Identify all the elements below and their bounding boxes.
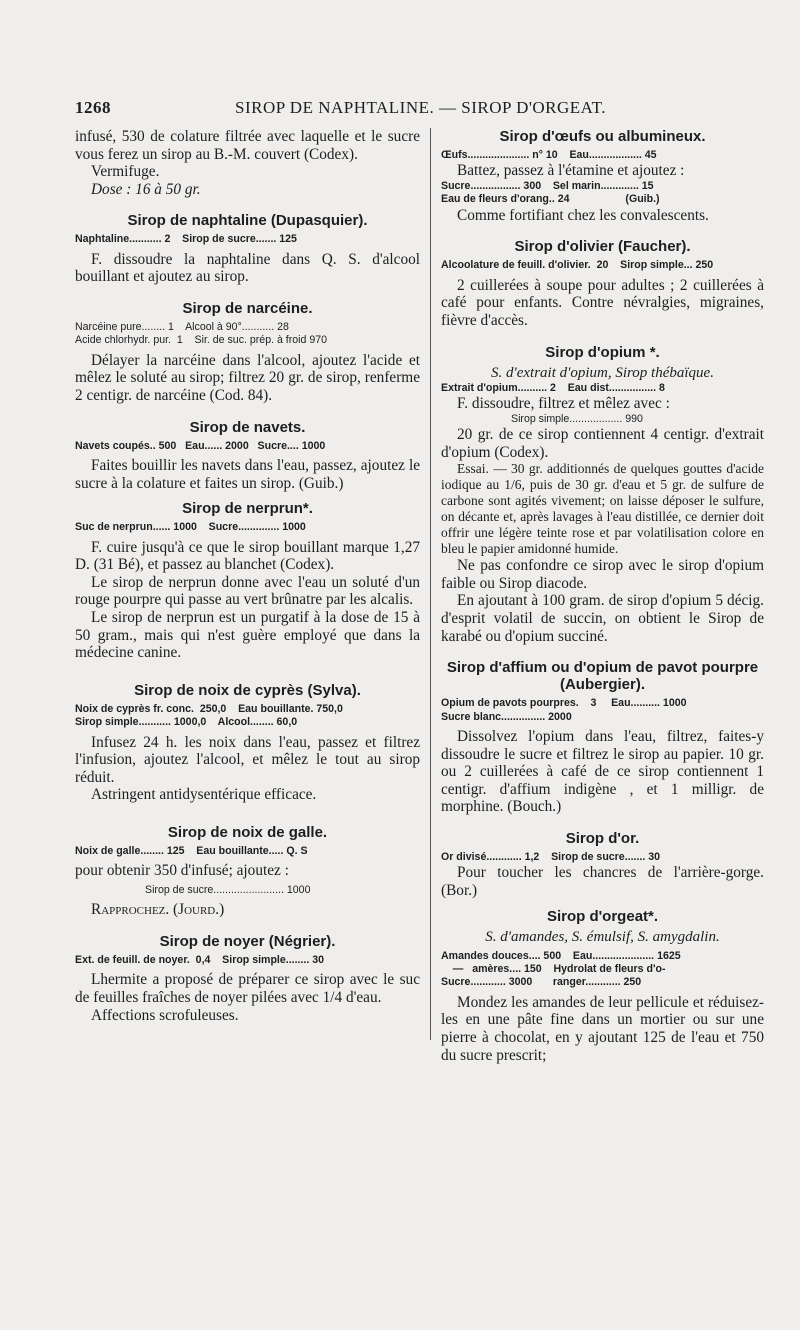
ingredient-line: Extrait d'opium.......... 2 Eau dist................ 8 bbox=[441, 381, 665, 394]
recipe-text: pour obtenir 350 d'infusé; ajoutez : bbox=[75, 862, 289, 880]
recipe-essai: Essai. — 30 gr. additionnés de quelques gouttes d'acide iodique au 1/6, puis de 30 gr. d'eau et 5 gr. de sulfure de carbone sont agités vivement; on laisse déposer le sulfure, on décante et, après lavages à l'eau distillée, ce dernier doit offrir une légère teinte rose et par volatilisation colore en bleu le papier amidonné humide. bbox=[441, 461, 764, 557]
left-column bbox=[75, 128, 420, 1024]
ingredient-line: Narcéine pure........ 1 Alcool à 90°........... 28 bbox=[75, 320, 289, 333]
recipe-use: Affections scrofuleuses. bbox=[91, 1006, 239, 1024]
section-title-olivier: Sirop d'olivier (Faucher). bbox=[514, 238, 691, 256]
ingredient-line: Alcoolature de feuill. d'olivier. 20 Sirop simple... 250 bbox=[441, 259, 714, 272]
section-title-naphtaline: Sirop de naphtaline (Dupasquier). bbox=[127, 212, 368, 230]
recipe-text: 20 gr. de ce sirop contiennent 4 centigr. d'extrait d'opium (Codex). bbox=[441, 426, 764, 461]
section-title-orgeat: Sirop d'orgeat*. bbox=[546, 907, 659, 925]
ingredient-line: Sirop de sucre........................ 1000 bbox=[145, 883, 311, 896]
page-number: 1268 bbox=[75, 98, 111, 117]
recipe-text: En ajoutant à 100 gram. de sirop d'opium 5 décig. d'esprit volatil de succin, on obtient le Sirop de karabé ou d'opium succiné. bbox=[441, 592, 764, 645]
recipe-text: Faites bouillir les navets dans l'eau, passez, ajoutez le sucre à la colature et faites un sirop. (Guib.) bbox=[75, 456, 420, 492]
recipe-text: Infusez 24 h. les noix dans l'eau, passez et filtrez l'infusion, ajoutez l'alcool, et mêlez le tout au sirop réduit. bbox=[75, 733, 420, 786]
ingredient-line: Sucre blanc............... 2000 bbox=[441, 710, 572, 723]
section-title-cypres: Sirop de noix de cyprès (Sylva). bbox=[134, 681, 361, 699]
ingredient-line: Sucre............ 3000 ranger............ 250 bbox=[441, 976, 642, 989]
intro-use: Vermifuge. bbox=[91, 163, 160, 181]
ingredient-line: Amandes douces.... 500 Eau..................... 1625 bbox=[441, 949, 681, 962]
recipe-text: Lhermite a proposé de préparer ce sirop avec le suc de feuilles fraîches de noyer pilées avec 1/4 d'eau. bbox=[75, 971, 420, 1006]
ingredient-line: Noix de galle........ 125 Eau bouillante..... Q. S bbox=[75, 844, 308, 857]
recipe-text: 2 cuillerées à soupe pour adultes ; 2 cuillerées à café pour enfants. Contre névralgies, migraines, fièvre d'accès. bbox=[441, 276, 764, 329]
ingredient-line: Suc de nerprun...... 1000 Sucre.............. 1000 bbox=[75, 521, 306, 534]
section-title-affium: Sirop d'affium ou d'opium de pavot pourpre bbox=[446, 659, 759, 677]
intro-dose: Dose : 16 à 50 gr. bbox=[91, 180, 201, 198]
recipe-text: Délayer la narcéine dans l'alcool, ajoutez l'acide et mêlez le soluté au sirop; filtrez 20 gr. de sirop, renferme 2 centigr. de narcéine (Cod. 84). bbox=[75, 351, 420, 404]
section-subtitle: S. d'extrait d'opium, Sirop thébaïque. bbox=[491, 364, 714, 381]
ingredient-line: Acide chlorhydr. pur. 1 Sir. de suc. prép. à froid 970 bbox=[75, 334, 328, 347]
right-column bbox=[441, 128, 764, 1064]
ingredient-line: Ext. de feuill. de noyer. 0,4 Sirop simple........ 30 bbox=[75, 953, 325, 966]
ingredient-line: Naphtaline........... 2 Sirop de sucre....... 125 bbox=[75, 233, 297, 246]
page-header bbox=[75, 98, 743, 124]
section-title-noyer: Sirop de noyer (Négrier). bbox=[159, 932, 336, 950]
ingredient-line: — amères.... 150 Hydrolat de fleurs d'o- bbox=[441, 962, 666, 975]
recipe-text: Le sirop de nerprun donne avec l'eau un soluté d'un rouge pourpre qui passe au vert brûnatre par les alcalis. bbox=[75, 573, 420, 609]
column-divider bbox=[430, 128, 431, 1040]
recipe-text: F. dissoudre la naphtaline dans Q. S. d'alcool bouillant et ajoutez au sirop. bbox=[75, 250, 420, 286]
recipe-text: F. dissoudre, filtrez et mêlez avec : bbox=[457, 395, 670, 412]
section-title-galle: Sirop de noix de galle. bbox=[167, 823, 328, 841]
recipe-reference: Rapprochez. (Jourd.) bbox=[91, 901, 225, 919]
section-subtitle: S. d'amandes, S. émulsif, S. amygdalin. bbox=[485, 928, 720, 945]
ingredient-line: Sirop simple.................. 990 bbox=[511, 412, 643, 425]
recipe-text: Battez, passez à l'étamine et ajoutez : bbox=[457, 162, 685, 180]
recipe-text: Pour toucher les chancres de l'arrière-gorge. (Bor.) bbox=[441, 864, 764, 899]
ingredient-line: Œufs..................... n° 10 Eau.................. 45 bbox=[441, 149, 657, 161]
recipe-use: Comme fortifiant chez les convalescents. bbox=[457, 206, 709, 224]
recipe-use: Astringent antidysentérique efficace. bbox=[91, 786, 317, 804]
ingredient-line: Sucre................. 300 Sel marin............. 15 bbox=[441, 180, 654, 192]
recipe-text: F. cuire jusqu'à ce que le sirop bouillant marque 1,27 D. (31 Bé), et passez au blanchet (Codex). bbox=[75, 538, 420, 574]
ingredient-line: Or divisé............ 1,2 Sirop de sucre....... 30 bbox=[441, 850, 661, 863]
section-title-opium: Sirop d'opium *. bbox=[545, 343, 660, 361]
ingredient-line: Noix de cyprès fr. conc. 250,0 Eau bouillante. 750,0 bbox=[75, 702, 343, 715]
running-title: SIROP DE NAPHTALINE. — SIROP D'ORGEAT. bbox=[235, 98, 606, 117]
recipe-text: Ne pas confondre ce sirop avec le sirop d'opium faible ou Sirop diacode. bbox=[441, 557, 764, 592]
ingredient-line: Sirop simple........... 1000,0 Alcool........ 60,0 bbox=[75, 716, 298, 729]
ingredient-line: Opium de pavots pourpres. 3 Eau.......... 1000 bbox=[441, 697, 687, 710]
recipe-text: Le sirop de nerprun est un purgatif à la dose de 15 à 50 gram., mais qui n'est guère employé que dans la médecine canine. bbox=[75, 608, 420, 662]
recipe-text: Mondez les amandes de leur pellicule et réduisez-les en une pâte fine dans un mortier ou sur une pierre à chocolat, en y ajoutant 125 de l'eau et 750 du sucre prescrit; bbox=[441, 993, 764, 1064]
ingredient-line: Navets coupés.. 500 Eau...... 2000 Sucre.... 1000 bbox=[75, 439, 326, 452]
recipe-text: Dissolvez l'opium dans l'eau, filtrez, faites-y dissoudre le sucre et filtrez le sirop au papier. 10 gr. ou 2 cuillerées à café de ce sirop contiennent 1 centigr. d'affium indigène , et 1 milligr. de morphine. (Bouch.) bbox=[441, 727, 764, 816]
section-title-affium-author: (Aubergier). bbox=[559, 676, 645, 694]
intro-text: infusé, 530 de colature filtrée avec laquelle et le sucre vous ferez un sirop au B.-M. couvert (Codex). bbox=[75, 128, 420, 163]
section-title-oeufs: Sirop d'œufs ou albumineux. bbox=[499, 128, 706, 145]
section-title-or: Sirop d'or. bbox=[565, 829, 640, 847]
section-title-nerprun: Sirop de nerprun*. bbox=[182, 500, 313, 518]
section-title-navets: Sirop de navets. bbox=[189, 418, 306, 436]
ingredient-line: Eau de fleurs d'orang.. 24 (Guib.) bbox=[441, 193, 660, 206]
section-title-narceine: Sirop de narcéine. bbox=[182, 299, 313, 317]
